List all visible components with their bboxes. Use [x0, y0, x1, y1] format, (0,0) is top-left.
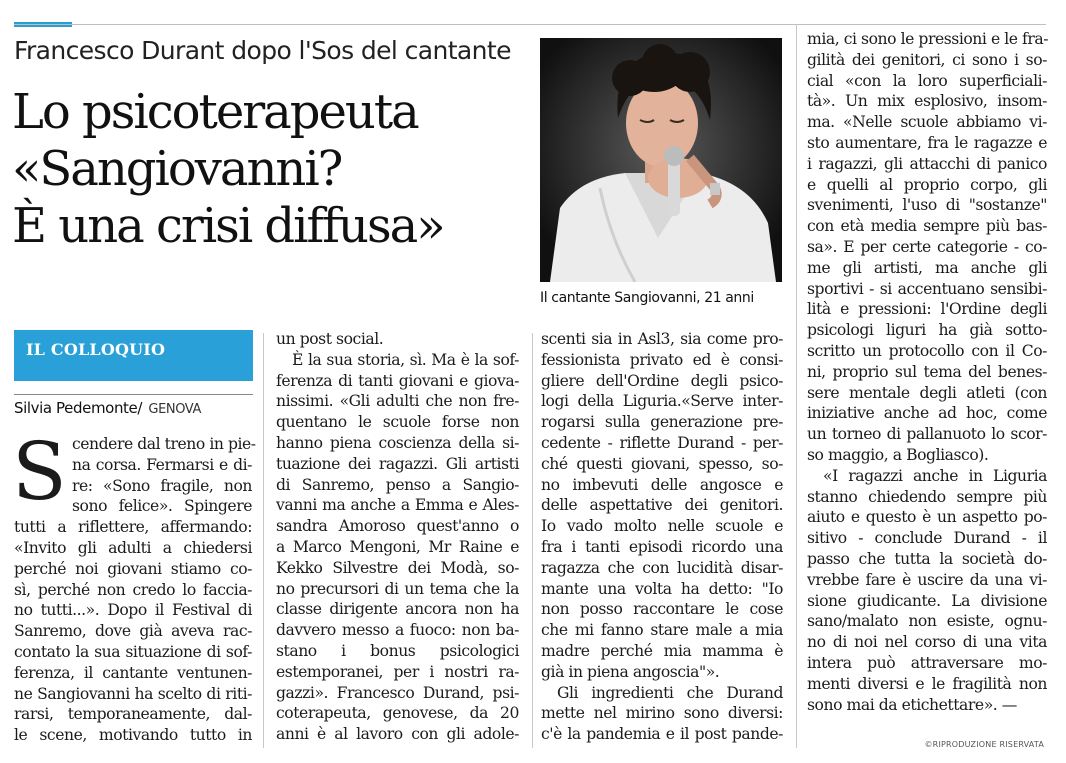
byline-location: GENOVA — [148, 402, 201, 417]
byline — [14, 399, 201, 417]
photo-caption: Il cantante Sangiovanni, 21 anni — [540, 290, 754, 306]
body-line: scritto un protocollo con il Co- — [807, 341, 1047, 360]
body-line: le scene, motivando tutto in — [14, 726, 252, 745]
body-line: intera può attraversare mo- — [807, 653, 1047, 672]
body-line: rogarsi sulla generazione pre- — [541, 413, 783, 432]
body-line: Kekko Silvestre dei Modà, so- — [276, 558, 519, 577]
body-line: stanno chiedendo sempre più — [807, 487, 1047, 506]
body-line: un post social. — [276, 330, 384, 348]
body-line: stano i bonus psicologici — [276, 641, 519, 660]
body-line: sano/malato non esiste, ognu- — [807, 612, 1047, 631]
body-line: di Sanremo, penso a Sangio- — [276, 475, 519, 494]
body-line: mante una volta ha detto: "Io — [541, 579, 783, 598]
drop-cap: S — [12, 425, 67, 518]
body-line: aiuto e questo è un aspetto po- — [807, 508, 1047, 527]
body-line: ché questi giovani, spesso, so- — [541, 454, 783, 473]
body-line: sione giudicante. La divisione — [807, 591, 1047, 610]
body-line: fessionista privato ed è consi- — [541, 350, 783, 369]
body-line: cial «con la loro superficiali- — [807, 71, 1047, 90]
body-line: È la sua storia, sì. Ma è la sof- — [292, 350, 519, 369]
body-line: ma. «Nelle scuole abbiamo vi- — [807, 113, 1047, 132]
body-line: re: «Sono fragile, non — [72, 476, 252, 495]
body-line: delle aspettative dei genitori. — [541, 496, 783, 515]
body-line: perché noi giovani stiamo co- — [14, 559, 252, 578]
body-line: scenti sia in Asl3, sia come pro- — [541, 330, 783, 348]
body-line: sto aumentare, fra le ragazze e — [807, 133, 1047, 152]
body-line: classe dirigente ancora non ha — [276, 600, 519, 619]
body-line: no tutti...». Dopo il Festival di — [14, 601, 252, 620]
headline — [12, 84, 537, 255]
body-line: Sanremo, dove già aveva rac- — [14, 622, 252, 641]
body-line: passo che tutta la società do- — [807, 549, 1047, 568]
body-line: mia, ci sono le pressioni e le fra- — [807, 30, 1049, 48]
body-line: sì, perché non credo lo faccia- — [14, 580, 252, 599]
column-separator — [532, 333, 533, 748]
body-line: lità e pressioni: l'Ordine degli — [807, 300, 1047, 319]
section-badge: IL COLLOQUIO — [14, 330, 253, 381]
body-line: mette nel mirino sono diversi: — [541, 704, 783, 723]
body-line: anni è al lavoro con gli adole- — [276, 725, 519, 744]
kicker: Francesco Durant dopo l'Sos del cantante — [14, 36, 511, 65]
body-line: ni, proprio sul tema del benes- — [807, 362, 1047, 381]
body-line: iniziative anche ad hoc, come — [807, 404, 1047, 423]
body-line: «Invito gli adulti a chiedersi — [14, 538, 252, 557]
body-line: Gli ingredienti che Durand — [557, 683, 783, 702]
body-line: hanno piena coscienza della si- — [276, 433, 519, 452]
body-line: nissimi. «Gli adulti che non fre- — [276, 392, 519, 411]
body-column-4 — [807, 29, 1047, 715]
body-line: a Marco Mengoni, Mr Raine e — [276, 537, 519, 556]
body-line: na corsa. Fermarsi e di- — [72, 455, 252, 474]
body-line: sandra Amoroso quest'anno o — [276, 517, 519, 536]
body-line: Io vado molto nelle scuole e — [541, 517, 783, 536]
body-line: sitivo - conclude Durand - il — [807, 529, 1047, 548]
body-line: no imbevuti delle angosce e — [541, 475, 783, 494]
body-line: tuazione dei ragazzi. Gli artisti — [276, 454, 519, 473]
body-line: un torneo di pallanuoto lo scor- — [807, 425, 1047, 444]
body-line: logi della Liguria.«Serve inter- — [541, 392, 783, 411]
body-line: sportivi - si accentuano sensibi- — [807, 279, 1047, 298]
body-line: estemporanei, per i nostri ra- — [276, 662, 519, 681]
body-column-2 — [276, 329, 519, 745]
body-line: cedente - riflette Durand - per- — [541, 433, 783, 452]
body-line: tutti a riflettere, affermando: — [14, 518, 252, 537]
body-line: vanni ma anche a Emma e Ales- — [276, 496, 519, 515]
body-line: c'è la pandemia e il post pande- — [541, 725, 783, 744]
body-line: e quelli al proprio corpo, gli — [807, 175, 1047, 194]
body-line: ferenza di tanti giovani e giova- — [276, 371, 519, 390]
copyright-notice: ©RIPRODUZIONE RISERVATA — [924, 740, 1044, 749]
body-line: quentano le scuole forse non — [276, 413, 519, 432]
body-line: menti diversi e le fragilità non — [807, 674, 1047, 693]
body-line: madre perché mia mamma è — [541, 641, 783, 660]
body-line: sono felice». Spingere — [72, 497, 252, 516]
top-rule — [14, 24, 1046, 25]
body-line: gazzi». Francesco Durand, psi- — [276, 683, 519, 702]
body-line: no precursori di un tema che la — [276, 579, 519, 598]
body-line: contato la sua situazione di sof- — [14, 642, 252, 661]
body-line: svenimenti, l'uso di "sostanze" — [807, 196, 1047, 215]
singer-photo — [540, 38, 782, 282]
body-line: gliere dell'Ordine degli psico- — [541, 371, 783, 390]
body-line: con età media sempre più bas- — [807, 217, 1047, 236]
body-line: sono mai da etichettare». — — [807, 695, 1017, 714]
body-line: ferenza, il cantante ventunen- — [14, 663, 252, 682]
body-line: cendere dal treno in pie- — [72, 435, 256, 453]
body-line: so maggio, a Bogliasco). — [807, 445, 989, 464]
body-line: fra i tanti episodi ricordo una — [541, 537, 783, 556]
body-line: coterapeuta, genovese, da 20 — [276, 704, 519, 723]
column-separator — [796, 24, 797, 748]
byline-author: Silvia Pedemonte — [14, 399, 138, 417]
body-line: davvero messo a fuoco: non ba- — [276, 621, 519, 640]
singer-photo-illustration — [540, 38, 782, 282]
body-column-1 — [12, 425, 256, 746]
body-line: ragazza che con lucidità disar- — [541, 558, 783, 577]
body-line: sa». E per certe categorie - co- — [807, 237, 1047, 256]
body-line: «I ragazzi anche in Liguria — [823, 466, 1047, 485]
body-line: psicologi liguri ha già sotto- — [807, 321, 1047, 340]
body-line: me gli artisti, ma anche gli — [807, 258, 1047, 277]
byline-separator: / — [137, 399, 143, 417]
headline-line-3: È una crisi diffusa» — [12, 198, 444, 254]
body-line: i ragazzi, gli attacchi di panico — [807, 154, 1047, 173]
body-line: gilità dei genitori, ci sono i so- — [807, 50, 1047, 69]
column-separator — [263, 333, 264, 748]
body-line: no di noi nel corso di una vita — [807, 633, 1047, 652]
body-line: che mi fanno stare male a mia — [541, 621, 783, 640]
headline-line-1: Lo psicoterapeuta — [12, 84, 418, 140]
body-column-3 — [541, 329, 783, 745]
headline-line-2: «Sangiovanni? — [12, 141, 342, 197]
body-line: non posso raccontare le cose — [541, 600, 783, 619]
body-line: già in piena angoscia"». — [541, 662, 720, 681]
body-line: rarsi, temporaneamente, dal- — [14, 705, 252, 724]
body-line: ne Sangiovanni ha scelto di riti- — [14, 684, 252, 703]
byline-rule — [14, 394, 253, 395]
body-line: tà». Un mix esplosivo, insom- — [807, 92, 1047, 111]
body-line: vrebbe fare è uscire da una vi- — [807, 570, 1047, 589]
body-line: sere mentale degli atleti (con — [807, 383, 1047, 402]
